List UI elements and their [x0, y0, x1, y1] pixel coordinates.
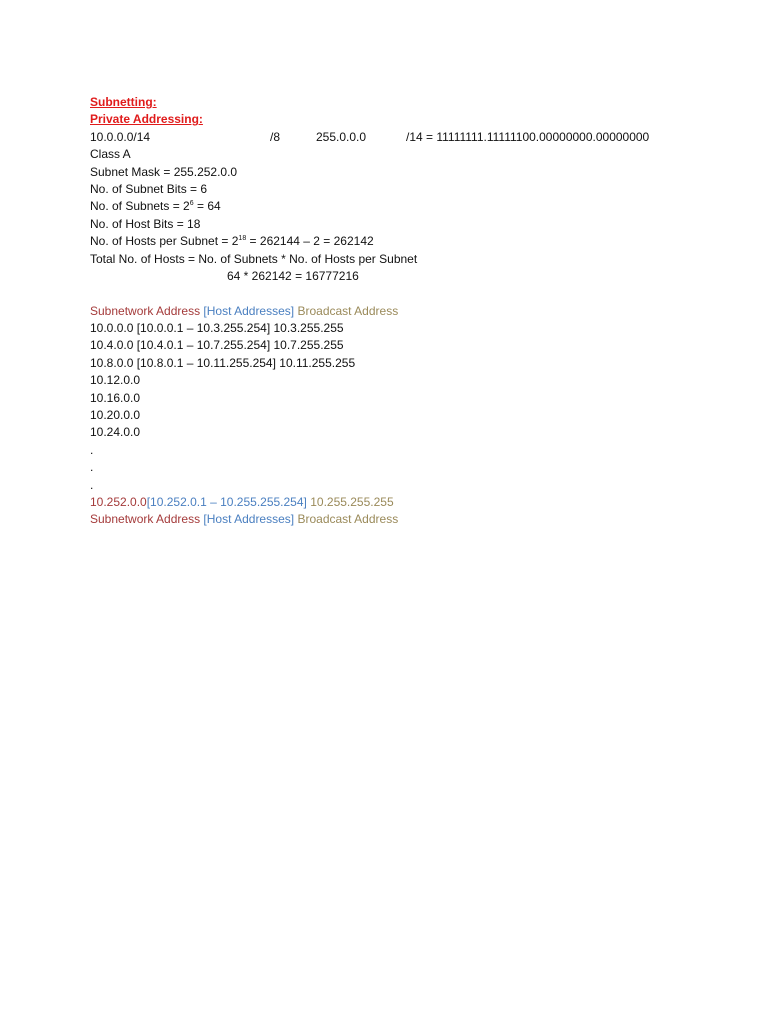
list-item: 10.8.0.0 [10.8.0.1 – 10.11.255.254] 10.11.255.255 — [90, 355, 356, 370]
network-address: 10.0.0.0/14 — [90, 129, 151, 144]
document-body — [90, 94, 730, 529]
spacer — [90, 285, 730, 302]
legend-subnetwork: Subnetwork Address — [90, 303, 201, 318]
total-hosts-calc: 64 * 262142 = 16777216 — [227, 268, 359, 283]
subnet-bits-line: No. of Subnet Bits = 6 — [90, 181, 208, 196]
network-row — [90, 129, 730, 146]
hosts-per-subnet-line — [90, 233, 730, 250]
legend-top — [90, 303, 730, 320]
class-mask: 255.0.0.0 — [316, 129, 367, 144]
legend-subnetwork: Subnetwork Address — [90, 512, 201, 527]
legend-bottom — [90, 511, 730, 528]
list-item: 10.20.0.0 — [90, 408, 141, 423]
total-hosts-line: Total No. of Hosts = No. of Subnets * No. of Hosts per Subnet — [90, 251, 418, 266]
host-bits-line: No. of Host Bits = 18 — [90, 216, 201, 231]
subnets-count-result: = 64 — [193, 199, 221, 214]
hosts-per-subnet-result: = 262144 – 2 = 262142 — [246, 234, 374, 249]
list-item: 10.16.0.0 — [90, 390, 141, 405]
heading-subnetting: Subnetting: — [90, 95, 157, 109]
binary-mask: /14 = 11111111.11111100.00000000.00000000 — [406, 129, 650, 144]
legend-host: [Host Addresses] — [203, 512, 295, 527]
legend-broadcast: Broadcast Address — [297, 512, 399, 527]
subnet-list — [90, 320, 730, 494]
list-item: . — [90, 442, 94, 457]
last-host-range: [10.252.0.1 – 10.255.255.254] — [146, 494, 307, 509]
subnets-count-text: No. of Subnets = 2 — [90, 199, 190, 214]
list-item: 10.12.0.0 — [90, 373, 141, 388]
list-item: . — [90, 477, 94, 492]
class-line: Class A — [90, 147, 131, 162]
list-item: 10.4.0.0 [10.4.0.1 – 10.7.255.254] 10.7.255.255 — [90, 338, 344, 353]
class-prefix: /8 — [270, 129, 281, 144]
heading-private-addressing: Private Addressing: — [90, 112, 203, 127]
legend-broadcast: Broadcast Address — [297, 303, 399, 318]
subnets-count-line — [90, 198, 730, 215]
list-item: 10.0.0.0 [10.0.0.1 – 10.3.255.254] 10.3.255.255 — [90, 321, 344, 336]
last-subnetwork: 10.252.0.0 — [90, 494, 147, 509]
list-item: . — [90, 460, 94, 475]
subnets-exponent: 6 — [189, 200, 194, 208]
last-subnet-row — [90, 494, 730, 511]
list-item: 10.24.0.0 — [90, 425, 141, 440]
last-broadcast: 10.255.255.255 — [310, 494, 394, 509]
legend-host: [Host Addresses] — [203, 303, 295, 318]
subnet-mask-line: Subnet Mask = 255.252.0.0 — [90, 164, 238, 179]
hosts-per-subnet-text: No. of Hosts per Subnet = 2 — [90, 234, 239, 249]
hosts-exponent: 18 — [238, 235, 247, 243]
